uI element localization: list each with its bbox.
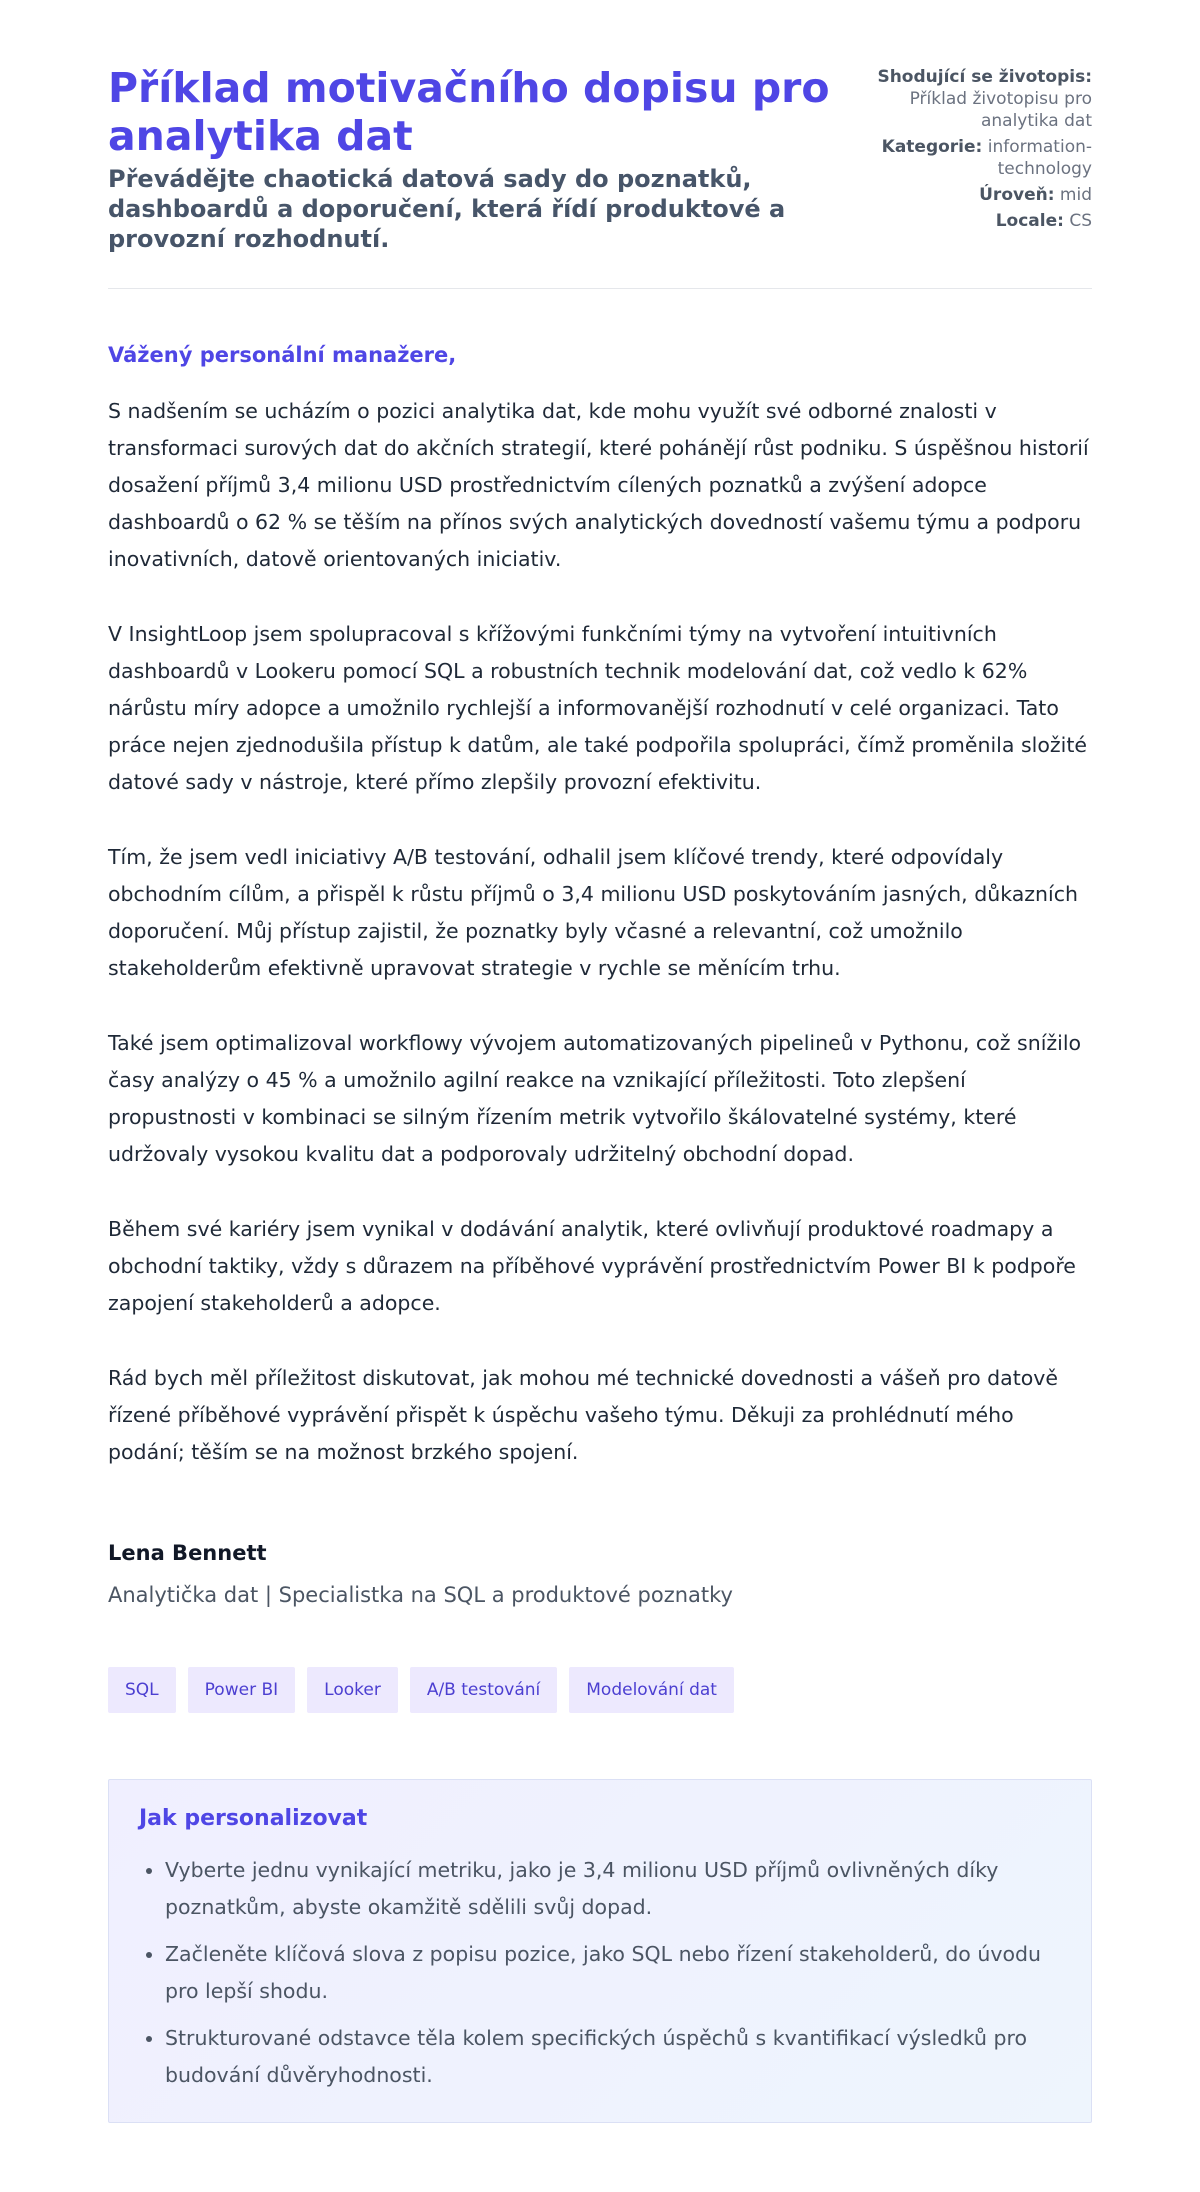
skill-tags (108, 1667, 1092, 1713)
tip-item: • Strukturované odstavce těla kolem specifických úspěchů s kvantifikací výsledků pro budování důvěryhodnosti. (165, 2020, 1061, 2094)
skill-tag: Looker (307, 1667, 398, 1713)
meta-resume-label: Shodující se životopis: (877, 67, 1092, 87)
page-header (108, 64, 1092, 289)
letter-paragraph: S nadšením se ucházím o pozici analytika dat, kde mohu využít své odborné znalosti v transformaci surových dat do akčních strategií, které pohánějí růst podniku. S úspěšnou historií dosažení příjmů 3,4 milionu USD prostřednictvím cílených poznatků a zvýšení adopce dashboardů o 62 % se těším na přínos svých analytických dovedností vašemu týmu a podporu inovativních, datově orientovaných iniciativ. (108, 399, 1089, 571)
letter-paragraph: Tím, že jsem vedl iniciativy A/B testování, odhalil jsem klíčové trendy, které odpovídaly obchodním cílům, a přispěl k růstu příjmů o 3,4 milionu USD poskytováním jasných, důkazních doporučení. Můj přístup zajistil, že poznatky byly včasné a relevantní, což umožnilo stakeholderům efektivně upravovat strategie v rychle se měnícím trhu. (108, 845, 1078, 980)
meta-category (852, 136, 1092, 180)
letter-paragraph: Během své kariéry jsem vynikal v dodávání analytik, které ovlivňují produktové roadmapy a obchodní taktiky, vždy s důrazem na příběhové vyprávění prostřednictvím Power BI k podpoře zapojení stakeholderů a adopce. (108, 1217, 1076, 1315)
skill-tag: A/B testování (410, 1667, 557, 1713)
skill-tag: Power BI (188, 1667, 295, 1713)
tips-title: Jak personalizovat (139, 1806, 368, 1831)
meta-level-value: mid (1059, 185, 1092, 205)
page-subtitle: Převádějte chaotická datová sady do poznatků, dashboardů a doporučení, která řídí produktové a provozní rozhodnutí. (108, 165, 786, 253)
letter-paragraph: V InsightLoop jsem spolupracoval s křížovými funkčními týmy na vytvoření intuitivních dashboardů v Lookeru pomocí SQL a robustních technik modelování dat, což vedlo k 62% nárůstu míry adopce a umožnilo rychlejší a informovanější rozhodnutí v celé organizaci. Tato práce nejen zjednodušila přístup k datům, ale také podpořila spolupráci, čímž proměnila složité datové sady v nástroje, které přímo zlepšily provozní efektivitu. (108, 622, 1087, 794)
meta-panel (852, 64, 1092, 236)
meta-locale-value: CS (1069, 211, 1092, 231)
letter-body (108, 341, 1092, 1471)
personalization-tips (108, 1779, 1092, 2123)
meta-level-label: Úroveň: (979, 185, 1055, 205)
header-titles (108, 64, 838, 254)
salutation: Vážený personální manažere, (108, 343, 457, 367)
signature-name: Lena Bennett (108, 1541, 267, 1565)
page-title: Příklad motivačního dopisu pro analytika dat (108, 64, 830, 160)
meta-locale-label: Locale: (995, 211, 1064, 231)
signature-role: Analytička dat | Specialistka na SQL a produktové poznatky (108, 1583, 733, 1607)
meta-locale (852, 210, 1092, 232)
letter-paragraph: Rád bych měl příležitost diskutovat, jak mohou mé technické dovednosti a vášeň pro datově řízené příběhové vyprávění přispět k úspěchu vašeho týmu. Děkuji za prohlédnutí mého podání; těším se na možnost brzkého spojení. (108, 1366, 1059, 1464)
meta-resume (852, 66, 1092, 132)
tip-item: • Začleněte klíčová slova z popisu pozice, jako SQL nebo řízení stakeholderů, do úvodu pro lepší shodu. (165, 1936, 1061, 2010)
tips-list (139, 1852, 1061, 2094)
meta-category-label: Kategorie: (881, 137, 983, 157)
meta-category-value: information-technology (987, 137, 1092, 179)
meta-resume-value: Příklad životopisu pro analytika dat (909, 89, 1092, 131)
meta-level (852, 184, 1092, 206)
tip-item: • Vyberte jednu vynikající metriku, jako je 3,4 milionu USD příjmů ovlivněných díky poznatkům, abyste okamžitě sdělili svůj dopad. (165, 1852, 1061, 1926)
skill-tag: SQL (108, 1667, 176, 1713)
signature-block (108, 1539, 1092, 1609)
letter-paragraph: Také jsem optimalizoval workflowy vývojem automatizovaných pipelineů v Pythonu, což snížilo časy analýzy o 45 % a umožnilo agilní reakce na vznikající příležitosti. Toto zlepšení propustnosti v kombinaci se silným řízením metrik vytvořilo škálovatelné systémy, které udržovaly vysokou kvalitu dat a podporovaly udržitelný obchodní dopad. (108, 1031, 1082, 1166)
skill-tag: Modelování dat (569, 1667, 734, 1713)
